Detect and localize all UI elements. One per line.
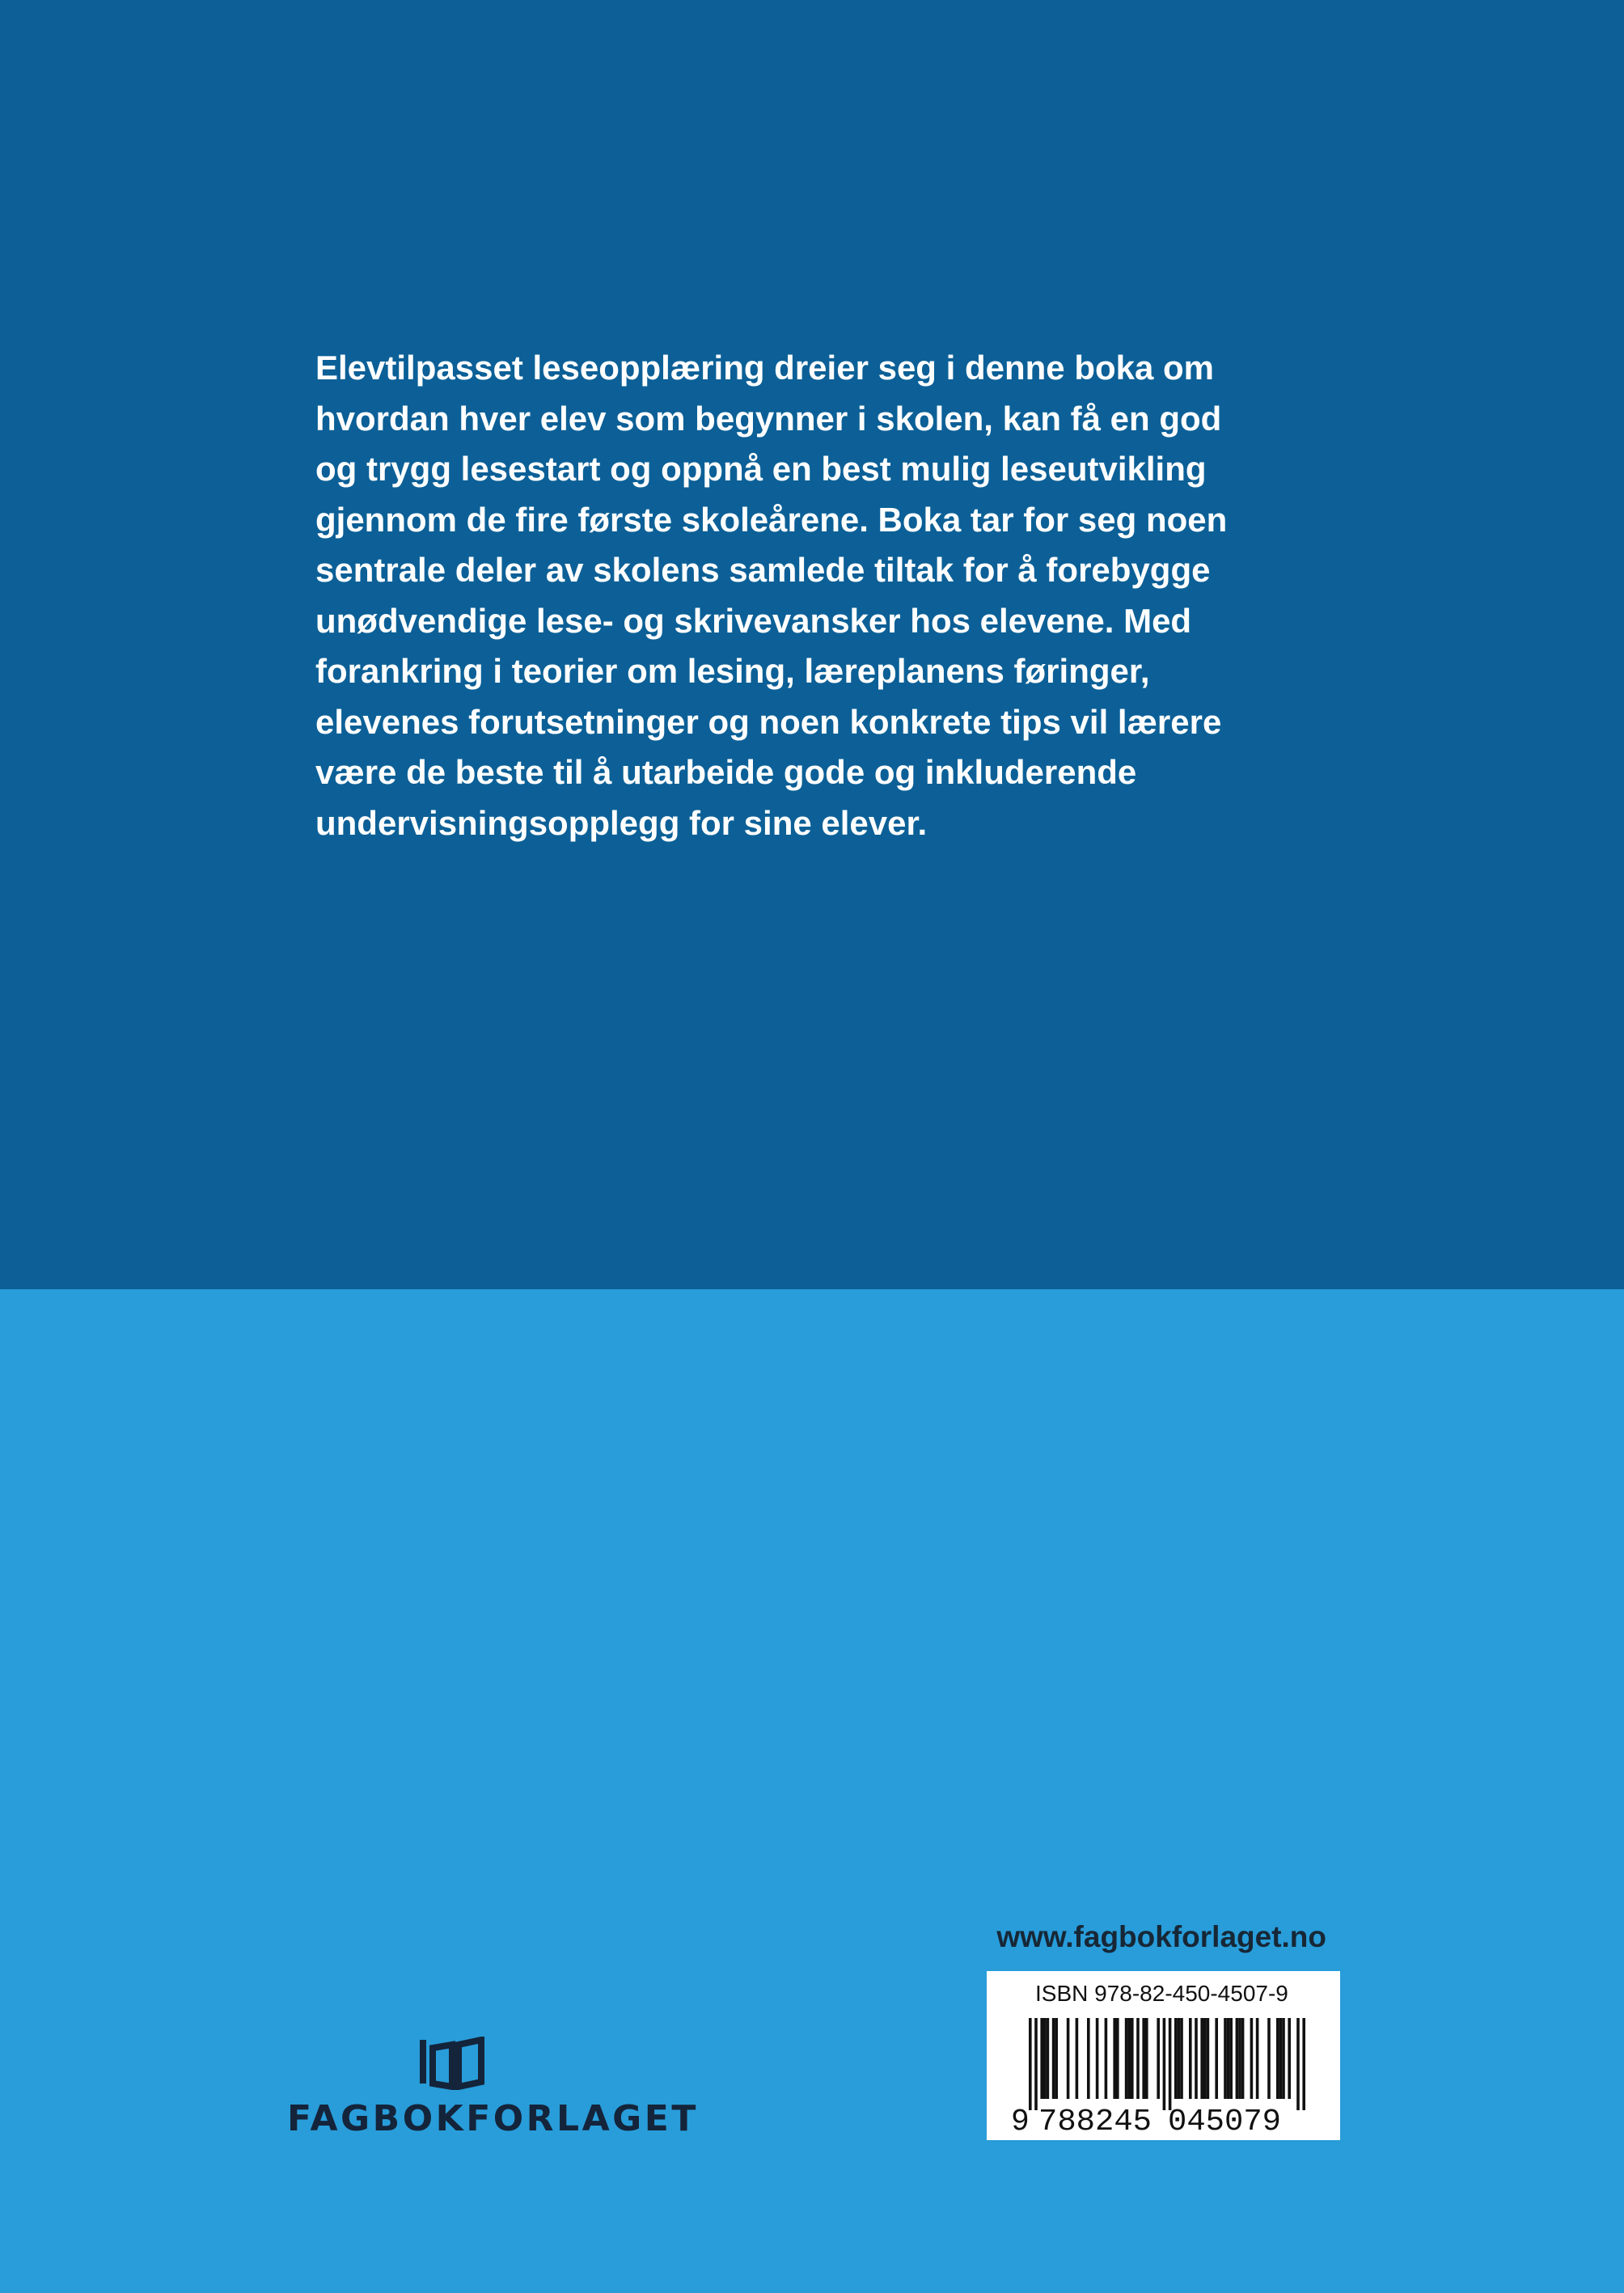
blurb-line: være de beste til å utarbeide gode og inkluderende (315, 753, 1137, 791)
barcode-bar (1256, 2018, 1259, 2099)
blurb-line: elevenes forutsetninger og noen konkrete tips vil lærere (315, 702, 1222, 741)
open-book-icon (417, 2037, 489, 2090)
barcode-bar (1229, 2018, 1233, 2099)
back-cover-blurb (315, 343, 1334, 848)
barcode-bar (1125, 2018, 1128, 2099)
barcode-bar (1096, 2018, 1099, 2099)
barcode-bar (1169, 2018, 1172, 2110)
barcode-bar (1296, 2018, 1300, 2110)
barcode-bar (1034, 2018, 1038, 2110)
barcode-bar (1227, 2018, 1230, 2099)
barcode-bar (1136, 2018, 1140, 2099)
isbn-barcode-box (987, 1971, 1340, 2140)
barcode-bar (1178, 2018, 1181, 2099)
barcode-bar (1207, 2018, 1210, 2099)
barcode-bar (1043, 2018, 1047, 2099)
barcode-bar (1174, 2018, 1178, 2099)
barcode-bar (1105, 2018, 1108, 2099)
barcode-bar (1127, 2018, 1131, 2099)
barcode-bar (1055, 2018, 1058, 2099)
isbn-label: ISBN 978-82-450-4507-9 (1035, 1981, 1288, 2006)
barcode-digit-lead: 9 (1011, 2105, 1030, 2136)
barcode-bar (1224, 2018, 1227, 2099)
barcode-bar (1142, 2018, 1145, 2099)
blurb-line: sentrale deler av skolens samlede tiltak for å forebygge (315, 551, 1211, 589)
barcode-bar (1163, 2018, 1166, 2110)
barcode-bar (1241, 2018, 1245, 2099)
barcode-bar (1113, 2018, 1116, 2099)
barcode-bar (1203, 2018, 1207, 2099)
cover-bottom-panel (0, 1289, 1624, 2293)
barcode-bar (1267, 2018, 1271, 2099)
barcode-bar (1302, 2018, 1305, 2110)
barcode-bar (1288, 2018, 1291, 2099)
barcode-bar (1131, 2018, 1134, 2099)
barcode-bar (1087, 2018, 1090, 2099)
barcode-bar (1067, 2018, 1070, 2099)
barcode-bar (1052, 2018, 1055, 2099)
blurb-line: Elevtilpasset leseopplæring dreier seg i denne boka om (315, 349, 1215, 387)
publisher-website: www.fagbokforlaget.no (996, 1920, 1326, 1953)
publisher-logo (287, 2030, 699, 2143)
barcode-bar (1076, 2018, 1079, 2099)
barcode-bar (1040, 2018, 1043, 2099)
barcode-bar (1282, 2018, 1285, 2099)
barcode-icon (1009, 2016, 1317, 2136)
barcode-bar (1195, 2018, 1198, 2099)
barcode-bar (1236, 2018, 1239, 2099)
barcode-bar (1047, 2018, 1050, 2099)
barcode-bar (1116, 2018, 1119, 2099)
barcode-bar (1180, 2018, 1183, 2099)
barcode-digits-right: 045079 (1168, 2105, 1281, 2136)
barcode-bar (1029, 2018, 1032, 2110)
publisher-name: FAGBOKFORLAGET (287, 2098, 699, 2139)
barcode-bar (1200, 2018, 1203, 2099)
blurb-line: unødvendige lese- og skrivevansker hos elevene. Med (315, 601, 1192, 640)
blurb-line: gjennom de fire første skoleårene. Boka tar for seg noen (315, 500, 1228, 539)
barcode-bar (1276, 2018, 1279, 2099)
barcode-bar (1250, 2018, 1254, 2099)
blurb-line: hvordan hver elev som begynner i skolen, kan få en god (315, 399, 1222, 438)
blurb-line: forankring i teorier om lesing, læreplanens føringer, (315, 652, 1150, 690)
barcode-bar (1215, 2018, 1218, 2099)
barcode-bar (1279, 2018, 1283, 2099)
barcode-bar (1189, 2018, 1192, 2099)
barcode-digits-left: 788245 (1038, 2105, 1152, 2136)
barcode-bar (1157, 2018, 1160, 2099)
barcode-bar (1238, 2018, 1241, 2099)
blurb-line: og trygg lesestart og oppnå en best mulig leseutvikling (315, 450, 1207, 488)
blurb-line: undervisningsopplegg for sine elever. (315, 803, 928, 842)
barcode-bar (1145, 2018, 1148, 2099)
